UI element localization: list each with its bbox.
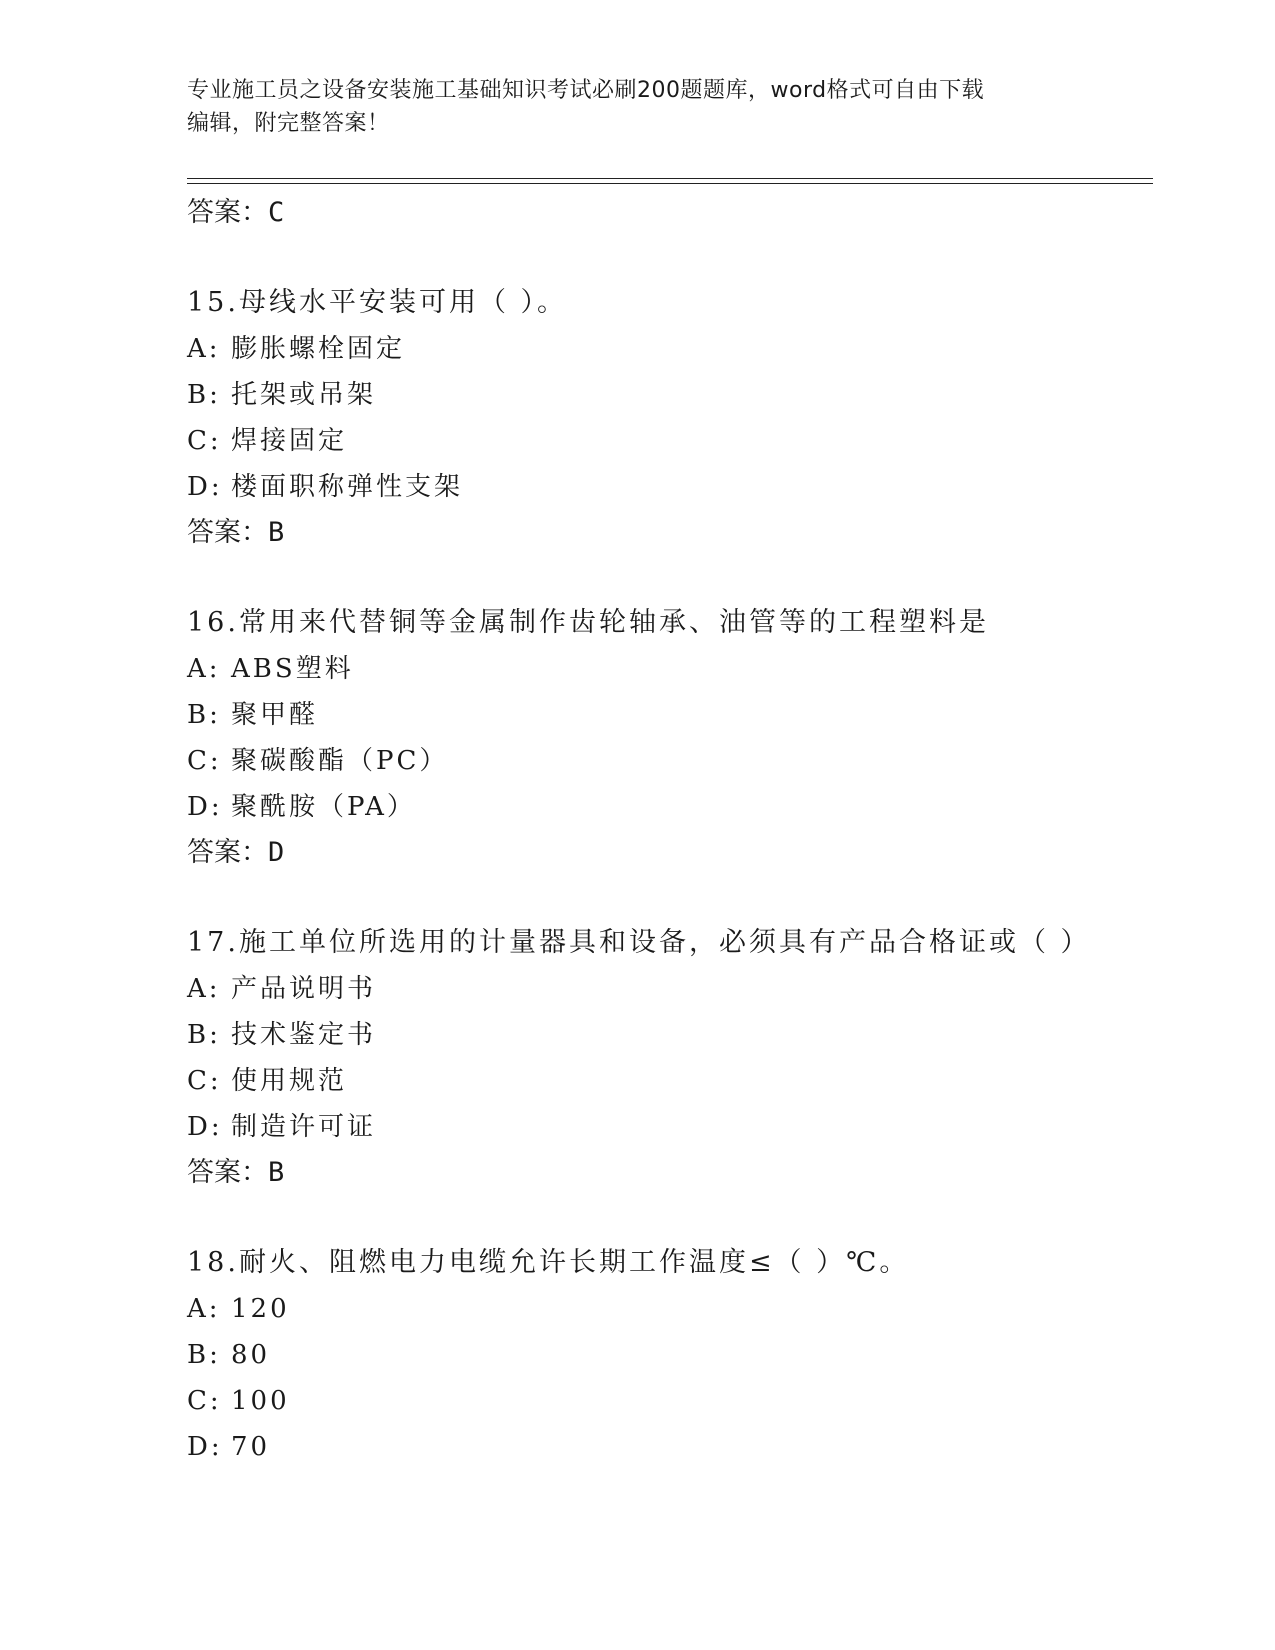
option-letter: C: bbox=[187, 1066, 222, 1096]
option-text: 100 bbox=[231, 1386, 290, 1416]
question-17 bbox=[187, 920, 1153, 1196]
option-text: 80 bbox=[231, 1340, 271, 1370]
option-text: 焊接固定 bbox=[231, 426, 348, 456]
option-letter: B: bbox=[187, 700, 221, 730]
previous-answer bbox=[187, 190, 1153, 236]
option-a bbox=[187, 326, 1153, 372]
question-stem: 18.耐火、阻燃电力电缆允许长期工作温度≤（ ）℃。 bbox=[187, 1247, 910, 1278]
option-text: 产品说明书 bbox=[231, 974, 377, 1004]
question-stem: 16.常用来代替铜等金属制作齿轮轴承、油管等的工程塑料是 bbox=[187, 607, 989, 638]
option-letter: D: bbox=[187, 472, 223, 502]
answer-label: 答案： bbox=[187, 197, 268, 228]
option-text: 聚碳酸酯（PC） bbox=[231, 746, 449, 776]
option-a bbox=[187, 646, 1153, 692]
option-a bbox=[187, 1286, 1153, 1332]
option-letter: A: bbox=[187, 654, 221, 684]
option-text: 托架或吊架 bbox=[231, 380, 377, 410]
option-letter: A: bbox=[187, 974, 221, 1004]
option-d bbox=[187, 784, 1153, 830]
question-18 bbox=[187, 1240, 1153, 1470]
option-text: 120 bbox=[231, 1294, 290, 1324]
option-text: 制造许可证 bbox=[231, 1112, 377, 1142]
header-divider-bottom bbox=[187, 183, 1153, 184]
answer-value: B bbox=[268, 1157, 285, 1188]
question-stem: 15.母线水平安装可用（ ）。 bbox=[187, 287, 568, 318]
option-letter: A: bbox=[187, 334, 221, 364]
option-text: ABS塑料 bbox=[231, 654, 354, 684]
option-d bbox=[187, 464, 1153, 510]
option-text: 技术鉴定书 bbox=[231, 1020, 377, 1050]
question-stem: 17.施工单位所选用的计量器具和设备，必须具有产品合格证或（ ） bbox=[187, 927, 1091, 958]
answer-value: D bbox=[268, 837, 285, 868]
option-letter: C: bbox=[187, 426, 222, 456]
option-text: 聚甲醛 bbox=[231, 700, 319, 730]
header-divider-top bbox=[187, 178, 1153, 179]
option-text: 楼面职称弹性支架 bbox=[231, 472, 464, 502]
answer-line bbox=[187, 830, 1153, 876]
answer-value: B bbox=[268, 517, 285, 548]
option-a bbox=[187, 966, 1153, 1012]
option-letter: C: bbox=[187, 1386, 222, 1416]
header-title-line-2: 编辑，附完整答案！ bbox=[187, 111, 390, 136]
answer-label: 答案： bbox=[187, 1157, 268, 1188]
option-letter: D: bbox=[187, 792, 223, 822]
option-c bbox=[187, 738, 1153, 784]
answer-label: 答案： bbox=[187, 837, 268, 868]
option-letter: C: bbox=[187, 746, 222, 776]
option-letter: A: bbox=[187, 1294, 221, 1324]
option-letter: B: bbox=[187, 1340, 221, 1370]
answer-value: C bbox=[268, 197, 285, 228]
option-text: 使用规范 bbox=[231, 1066, 348, 1096]
question-list bbox=[187, 190, 1153, 1470]
option-b bbox=[187, 372, 1153, 418]
option-d bbox=[187, 1424, 1153, 1470]
option-text: 70 bbox=[231, 1432, 271, 1462]
option-text: 膨胀螺栓固定 bbox=[231, 334, 406, 364]
question-15 bbox=[187, 280, 1153, 556]
answer-line bbox=[187, 1150, 1153, 1196]
option-c bbox=[187, 1378, 1153, 1424]
option-letter: D: bbox=[187, 1112, 223, 1142]
header-title-line-1: 专业施工员之设备安装施工基础知识考试必刷200题题库，word格式可自由下载 bbox=[187, 78, 985, 103]
answer-label: 答案： bbox=[187, 517, 268, 548]
option-c bbox=[187, 1058, 1153, 1104]
option-letter: B: bbox=[187, 380, 221, 410]
answer-line bbox=[187, 510, 1153, 556]
question-16 bbox=[187, 600, 1153, 876]
option-letter: B: bbox=[187, 1020, 221, 1050]
option-b bbox=[187, 1012, 1153, 1058]
option-c bbox=[187, 418, 1153, 464]
document-header bbox=[187, 74, 1087, 140]
option-b bbox=[187, 1332, 1153, 1378]
option-text: 聚酰胺（PA） bbox=[231, 792, 416, 822]
option-d bbox=[187, 1104, 1153, 1150]
option-b bbox=[187, 692, 1153, 738]
option-letter: D: bbox=[187, 1432, 223, 1462]
